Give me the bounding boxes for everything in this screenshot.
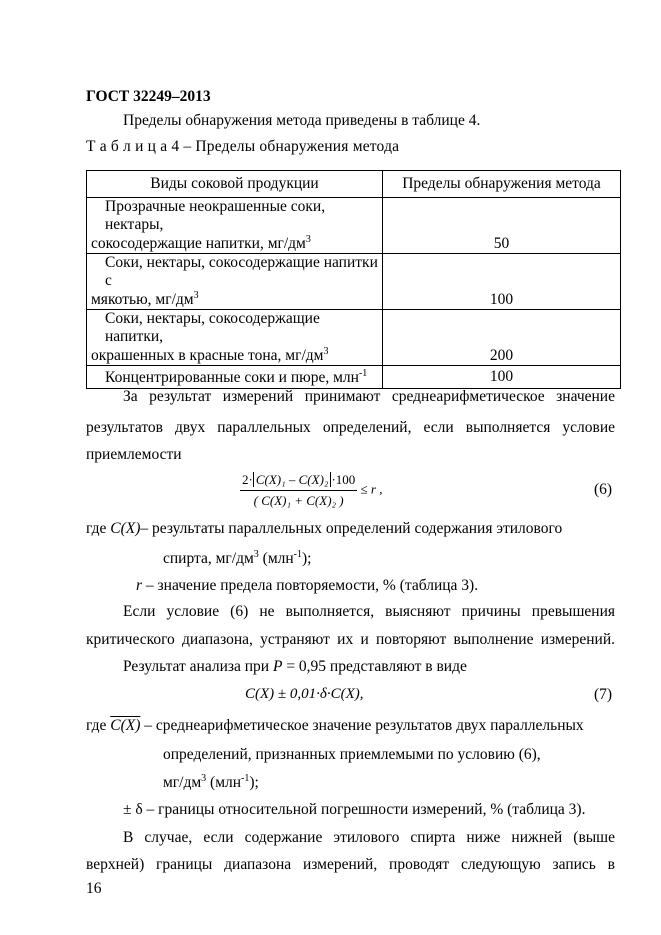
row-line1 bbox=[91, 368, 378, 387]
table-header-limit: Пределы обнаружения метода bbox=[383, 171, 621, 198]
where1-end: ); bbox=[302, 550, 312, 567]
where1-text: – результаты параллельных определений содержания этилового bbox=[140, 520, 563, 537]
formula-6-rhs: ≤ r , bbox=[360, 481, 383, 497]
where2-line2: определений, признанных приемлемыми по условию (6), bbox=[163, 746, 541, 763]
where1-lead: где bbox=[86, 520, 111, 537]
formula-6-number: (6) bbox=[594, 481, 613, 498]
document-header: ГОСТ 32249–2013 bbox=[86, 88, 211, 105]
row-line2-text: сокосодержащие напитки, мг/дм bbox=[91, 235, 306, 252]
table-cell-product bbox=[87, 254, 383, 310]
formula-7: C(X) ± 0,01·δ·C(X), bbox=[245, 686, 364, 702]
para2-line2: критического диапазона, устраняют их и повторяют выполнение измерений. bbox=[86, 631, 615, 648]
row-unit-sup: 3 bbox=[323, 346, 329, 357]
table-cell-limit: 200 bbox=[383, 310, 621, 366]
table-header-row bbox=[87, 171, 621, 198]
table-cell-limit: 100 bbox=[383, 254, 621, 310]
formula-6-factor: ·100 bbox=[331, 472, 356, 487]
formula-6 bbox=[240, 472, 382, 509]
where2-text: – среднеарифметическое значение результатов двух параллельных bbox=[140, 717, 584, 734]
where1-line1 bbox=[86, 520, 562, 538]
para4-line1: В случае, если содержание этилового спирта ниже нижней (выше bbox=[123, 829, 615, 846]
page-number: 16 bbox=[86, 880, 102, 897]
row-line2-text: мякотью, мг/дм bbox=[91, 291, 194, 308]
row-line2 bbox=[91, 290, 378, 309]
limits-table bbox=[86, 170, 621, 389]
where2-lead: где bbox=[86, 717, 111, 734]
intro-line: Пределы обнаружения метода приведены в таблице 4. bbox=[123, 112, 481, 129]
table-caption bbox=[86, 138, 399, 156]
para3-a: Результат анализа при bbox=[123, 658, 273, 675]
row-unit-sup: 3 bbox=[305, 234, 311, 245]
formula-6-numerator bbox=[240, 472, 357, 491]
table-row bbox=[87, 310, 621, 366]
para3-line bbox=[123, 658, 467, 676]
row-line1: Прозрачные неокрашенные соки, нектары, bbox=[105, 198, 326, 233]
where2-unit: мг/дм bbox=[163, 774, 202, 791]
row-line2-text: окрашенных в красные тона, мг/дм bbox=[91, 347, 324, 364]
r-symbol: r bbox=[136, 577, 143, 594]
table-cell-product bbox=[87, 366, 383, 389]
where2-symbol: C(X) bbox=[110, 717, 141, 734]
formula-6-denominator: ( C(X)₁ + C(X)₂ ) bbox=[253, 493, 344, 508]
where2-unit2-sup: -1 bbox=[241, 773, 250, 784]
row-line2 bbox=[91, 234, 378, 253]
table-cell-limit: 100 bbox=[383, 366, 621, 389]
table-row bbox=[87, 366, 621, 389]
where2-unit-sup: 3 bbox=[201, 773, 207, 784]
para3-p: P bbox=[272, 658, 283, 675]
table-header-product: Виды соковой продукции bbox=[87, 171, 383, 198]
where1-unit2: (млн bbox=[258, 550, 294, 567]
row-line1-text: Концентрированные соки и пюре, млн bbox=[105, 368, 359, 386]
para1-line1: За результат измерений принимают среднеарифметическое значение bbox=[123, 388, 615, 405]
table-caption-text: Т а б л и ц а 4 – Пределы обнаружения метода bbox=[86, 138, 400, 155]
para1-line3: приемлемости bbox=[86, 446, 182, 463]
where2-unit2: (млн bbox=[206, 774, 242, 791]
row-line1: Соки, нектары, сокосодержащие напитки, bbox=[105, 310, 320, 345]
where1-unit-sup: 3 bbox=[253, 549, 259, 560]
where2-end: ); bbox=[249, 774, 259, 791]
where1-line2 bbox=[163, 549, 311, 568]
formula-6-coef: 2· bbox=[242, 472, 253, 487]
table-cell-product bbox=[87, 310, 383, 366]
table-cell-limit: 50 bbox=[383, 198, 621, 254]
para1-line2: результатов двух параллельных определений, если выполняется условие bbox=[86, 419, 615, 436]
where2-delta: ± δ – границы относительной погрешности измерений, % (таблица 3). bbox=[123, 801, 586, 818]
table-row bbox=[87, 254, 621, 310]
formula-6-fraction bbox=[240, 472, 357, 509]
where1-symbol: C(X) bbox=[110, 520, 141, 537]
table-cell-product bbox=[87, 198, 383, 254]
table-row bbox=[87, 198, 621, 254]
row-line2 bbox=[91, 346, 378, 365]
formula-7-number: (7) bbox=[594, 686, 613, 703]
para4-line2: верхней) границы диапазона измерений, проводят следующую запись в bbox=[86, 856, 615, 873]
where2-line3 bbox=[163, 773, 259, 792]
where2-line1 bbox=[86, 717, 584, 735]
para3-b: = 0,95 представляют в виде bbox=[282, 658, 467, 675]
formula-6-abs: C(X)₁ – C(X)₂ bbox=[253, 472, 332, 487]
row-unit-sup: 3 bbox=[193, 290, 199, 301]
where1-unit2-sup: -1 bbox=[293, 549, 302, 560]
row-line1: Соки, нектары, сокосодержащие напитки с bbox=[105, 254, 378, 289]
where1-unit: спирта, мг/дм bbox=[163, 550, 254, 567]
para2-line1: Если условие (6) не выполняется, выясняют причины превышения bbox=[123, 603, 615, 620]
where1-r-line bbox=[136, 577, 478, 595]
r-text: – значение предела повторяемости, % (таблица 3). bbox=[142, 577, 479, 594]
row-unit-sup: -1 bbox=[358, 367, 368, 379]
